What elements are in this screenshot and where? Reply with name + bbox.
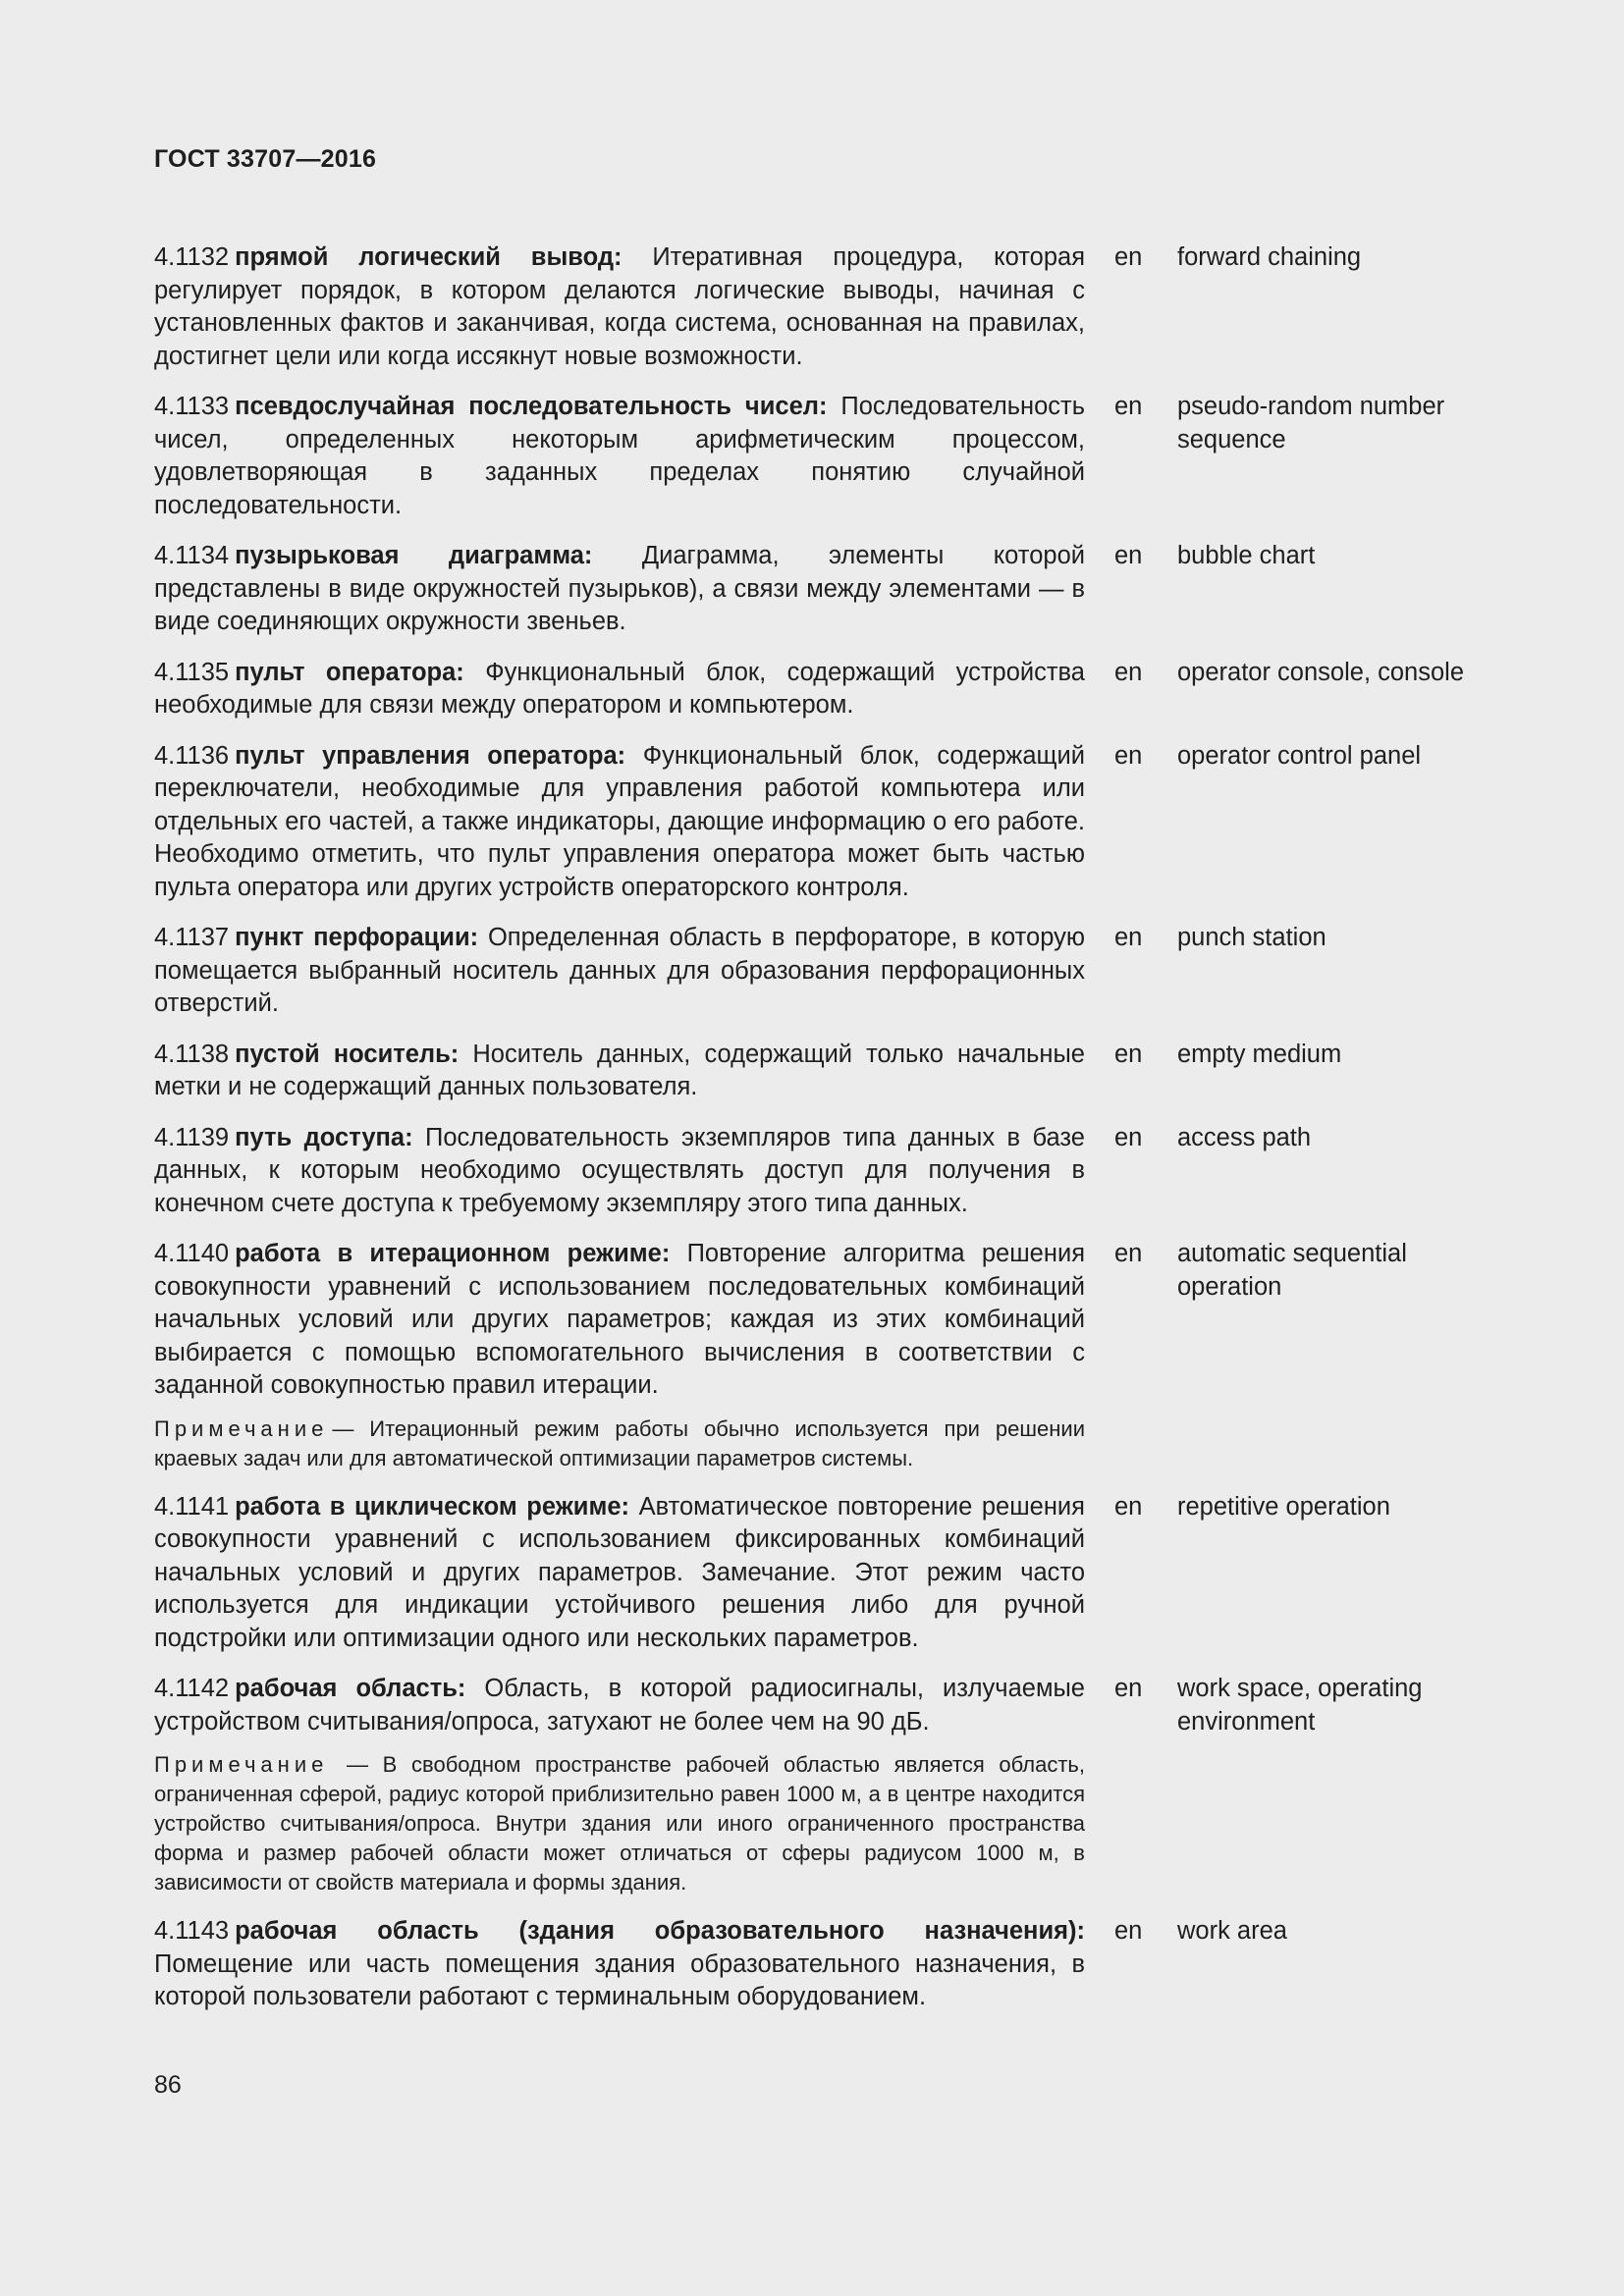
entry-english-term: pseudo-random number sequence	[1177, 393, 1445, 454]
entry-term: пузырьковая диаграмма:	[235, 542, 593, 569]
entry-definition: Автоматическое повторение решения совокупности уравнений с использованием фиксированных комбинаций начальных условий и других параметров. Замечание. Этот режим часто используется для индикации устойчивого решения либо для ручной подстройки или оптимизации одного или нескольких параметров.	[154, 1492, 1085, 1652]
entry-main	[154, 1238, 1085, 1473]
entry-term: пункт перфорации:	[235, 924, 479, 951]
entry-term: пульт управления оператора:	[235, 741, 626, 770]
entry-term: рабочая область:	[235, 1675, 466, 1702]
term-entry	[154, 1673, 1529, 1897]
entry-language: en	[1114, 924, 1143, 951]
entry-english-term: punch station	[1177, 924, 1326, 951]
entry-main	[154, 241, 1085, 373]
entry-main	[154, 922, 1085, 1021]
entry-main	[154, 540, 1085, 639]
entry-number: 4.1141	[154, 1492, 230, 1521]
document-header: ГОСТ 33707—2016	[154, 145, 377, 173]
entry-language: en	[1114, 393, 1143, 420]
term-entry	[154, 922, 1529, 1021]
entry-main	[154, 1122, 1085, 1221]
entry-definition: Функциональный блок, содержащий устройства необходимые для связи между оператором и компьютером.	[154, 658, 1085, 719]
entry-term: работа в итерационном режиме:	[235, 1240, 671, 1267]
term-entry	[154, 540, 1529, 639]
entry-number: 4.1140	[154, 1240, 230, 1267]
entry-english-term: repetitive operation	[1177, 1492, 1390, 1521]
entry-note	[154, 1750, 1085, 1897]
entry-language: en	[1114, 243, 1143, 271]
term-entry	[154, 740, 1529, 905]
entry-term: рабочая область (здания образовательного назначения):	[235, 1917, 1085, 1945]
note-text: — Итерационный режим работы обычно используется при решении краевых задач или для автоматической оптимизации параметров системы.	[154, 1415, 1085, 1470]
entry-number: 4.1134	[154, 542, 230, 569]
entry-definition: Повторение алгоритма решения совокупности уравнений с использованием последовательных комбинаций начальных условий или других параметров; каждая из этих комбинаций выбирается с помощью вспомогательного вычисления в соответствии с заданной совокупностью правил итерации.	[154, 1240, 1085, 1399]
entry-paragraph	[154, 1673, 1085, 1738]
entry-paragraph	[154, 922, 1085, 1021]
entry-main	[154, 1491, 1085, 1656]
entry-main	[154, 391, 1085, 522]
entry-paragraph	[154, 1915, 1085, 2014]
entry-english-term: work space, operating environment	[1177, 1675, 1423, 1735]
entry-english-term: automatic sequential operation	[1177, 1240, 1407, 1301]
entry-definition: Определенная область в перфораторе, в которую помещается выбранный носитель данных для образования перфорационных отверстий.	[154, 924, 1085, 1017]
term-entry	[154, 657, 1529, 722]
entry-number: 4.1135	[154, 658, 230, 686]
entry-paragraph	[154, 391, 1085, 522]
entry-paragraph	[154, 1122, 1085, 1221]
entry-language: en	[1114, 1675, 1143, 1702]
entry-definition: Итеративная процедура, которая регулирует порядок, в котором делаются логические выводы, начиная с установленных фактов и заканчивая, когда система, основанная на правилах, достигнет цели или когда иссякнут новые возможности.	[154, 243, 1085, 370]
entry-number: 4.1138	[154, 1040, 230, 1068]
entry-number: 4.1139	[154, 1123, 230, 1151]
entry-definition: Носитель данных, содержащий только начальные метки и не содержащий данных пользователя.	[154, 1040, 1085, 1100]
entry-paragraph	[154, 540, 1085, 639]
entry-paragraph	[154, 1238, 1085, 1403]
entry-english-term: operator control panel	[1177, 741, 1422, 770]
note-text: — В свободном пространстве рабочей областью является область, ограниченная сферой, радиус которой приблизительно равен 1000 м, а в центре находится устройство считывания/опроса. Внутри здания или иного ограниченного пространства форма и размер рабочей области может отличаться от сферы радиусом 1000 м, в зависимости от свойств материала и формы здания.	[154, 1752, 1085, 1895]
entry-number: 4.1132	[154, 243, 230, 271]
entry-term: путь доступа:	[235, 1123, 413, 1151]
entry-language: en	[1114, 741, 1143, 770]
entry-english-term: empty medium	[1177, 1040, 1342, 1068]
entry-definition: Диаграмма, элементы которой представлены в виде окружностей пузырьков), а связи между элементами — в виде соединяющих окружности звеньев.	[154, 542, 1085, 635]
entry-language: en	[1114, 542, 1143, 569]
entry-main	[154, 1673, 1085, 1897]
note-label: Примечание	[154, 1415, 329, 1441]
entry-number: 4.1137	[154, 924, 230, 951]
entry-term: псевдослучайная последовательность чисел:	[235, 393, 828, 420]
entry-language: en	[1114, 1123, 1143, 1151]
entry-term: пустой носитель:	[235, 1040, 460, 1068]
entry-main	[154, 657, 1085, 722]
entry-paragraph	[154, 241, 1085, 373]
term-entry	[154, 1122, 1529, 1221]
entry-definition: Функциональный блок, содержащий переключатели, необходимые для управления работой компьютера или отдельных его частей, а также индикаторы, дающие информацию о его работе. Необходимо отметить, что пульт управления оператора может быть частью пульта оператора или других устройств операторского контроля.	[154, 741, 1086, 901]
entry-main	[154, 1039, 1085, 1104]
term-entry	[154, 1238, 1529, 1473]
entry-paragraph	[154, 1491, 1085, 1656]
term-entries	[154, 241, 1529, 2032]
entry-definition: Область, в которой радиосигналы, излучаемые устройством считывания/опроса, затухают не более чем на 90 дБ.	[154, 1675, 1085, 1735]
entry-paragraph	[154, 1039, 1085, 1104]
entry-main	[154, 1915, 1085, 2014]
entry-note	[154, 1415, 1085, 1473]
term-entry	[154, 1039, 1529, 1104]
entry-language: en	[1114, 1240, 1143, 1267]
entry-english-term: access path	[1177, 1123, 1312, 1151]
page-number: 86	[154, 2071, 182, 2099]
entry-definition: Последовательность экземпляров типа данных в базе данных, к которым необходимо осуществлять доступ для получения в конечном счете доступа к требуемому экземпляру этого типа данных.	[154, 1123, 1085, 1217]
term-entry	[154, 391, 1529, 522]
entry-language: en	[1114, 658, 1143, 686]
entry-number: 4.1143	[154, 1917, 230, 1945]
entry-definition: Помещение или часть помещения здания образовательного назначения, в которой пользователи работают с терминальным оборудованием.	[154, 1949, 1085, 2010]
term-entry	[154, 1915, 1529, 2014]
entry-number: 4.1142	[154, 1675, 230, 1702]
entry-language: en	[1114, 1917, 1143, 1945]
entry-paragraph	[154, 657, 1085, 722]
entry-number: 4.1133	[154, 393, 230, 420]
entry-english-term: work area	[1177, 1917, 1287, 1945]
term-entry	[154, 1491, 1529, 1656]
entry-english-term: operator console, console	[1177, 658, 1465, 686]
entry-english-term: forward chaining	[1177, 243, 1362, 271]
entry-number: 4.1136	[154, 741, 230, 770]
note-label: Примечание	[154, 1752, 329, 1777]
entry-definition: Последовательность чисел, определенных некоторым арифметическим процессом, удовлетворяющая в заданных пределах понятию случайной последовательности.	[154, 393, 1085, 519]
entry-paragraph	[154, 740, 1085, 905]
entry-language: en	[1114, 1492, 1143, 1521]
entry-term: пульт оператора:	[235, 658, 464, 686]
entry-english-term: bubble chart	[1177, 542, 1316, 569]
entry-term: работа в циклическом режиме:	[235, 1492, 630, 1521]
term-entry	[154, 241, 1529, 373]
entry-language: en	[1114, 1040, 1143, 1068]
entry-main	[154, 740, 1085, 905]
entry-term: прямой логический вывод:	[235, 243, 623, 271]
